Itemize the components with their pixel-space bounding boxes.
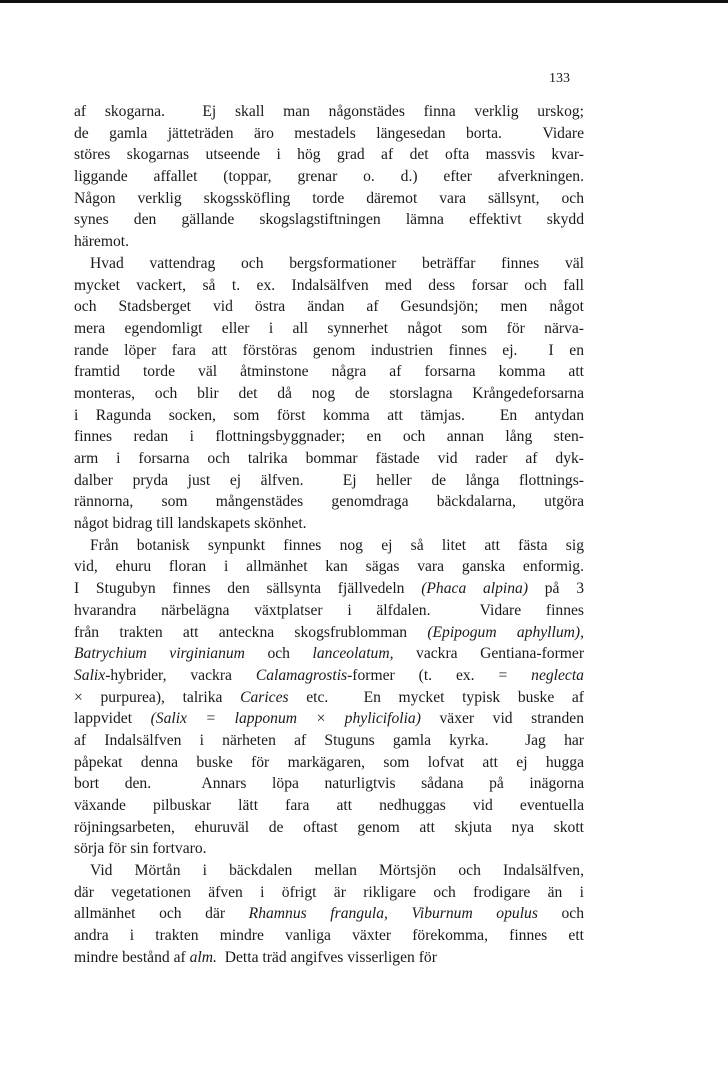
text-run: mycket vackert, så t. ex. Indalsälfven med dess forsar och fall [74, 276, 584, 294]
text-run: arm i forsarna och talrika bommar fästade vid rader af dyk- [74, 450, 584, 467]
text-run: där vegetationen äfven i öfrigt är rikligare och frodigare än i [74, 883, 584, 901]
text-run: de gamla jätteträden äro mestadels längesedan borta. Vidare [74, 124, 584, 142]
text-run: vid, ehuru floran i allmänhet kan sägas vara ganska enformig. [74, 558, 584, 576]
text-line [74, 361, 584, 383]
text-run: hvarandra närbelägna växtplatser i älfdalen. Vidare finnes [74, 601, 584, 619]
text-line [74, 123, 584, 145]
italic-text: Carices [240, 688, 289, 706]
italic-text: Salix [74, 666, 106, 684]
text-line [74, 947, 584, 969]
text-run: Från botanisk synpunkt finnes nog ej så litet att fästa sig [90, 536, 584, 554]
text-line [74, 426, 584, 448]
text-run: synes den gällande skogslagstiftningen lämna effektivt skydd [74, 211, 584, 229]
italic-text: lanceolatum, [312, 645, 394, 663]
paragraph [74, 860, 584, 968]
italic-text: neglecta [531, 666, 584, 684]
paragraph [74, 253, 584, 535]
text-line [74, 253, 584, 275]
text-line [74, 882, 584, 904]
text-line [74, 166, 584, 188]
text-run: af skogarna. Ej skall man någonstädes finna verklig urskog; [74, 103, 584, 120]
text-line [74, 687, 584, 709]
text-run: × purpurea), talrika [74, 688, 241, 706]
text-run: mera egendomligt eller i all synnerhet något som för närva- [74, 319, 584, 337]
text-run: monteras, och blir det då nog de storslagna Krångedeforsarna [74, 384, 584, 402]
text-run: lappvidet [74, 710, 151, 728]
text-run: röjningsarbeten, ehuruväl de oftast genom att skjuta nya skott [74, 818, 584, 836]
text-run: från trakten att anteckna skogsfrublomman [74, 623, 428, 641]
text-line [74, 275, 584, 297]
text-line [74, 665, 584, 687]
text-run: I Stugubyn finnes den sällsynta fjällvedeln [74, 580, 422, 598]
text-line [74, 231, 584, 253]
text-run: störes skogarnas utseende i hög grad af det ofta massvis kvar- [74, 146, 584, 164]
text-line [74, 795, 584, 817]
text-line [74, 383, 584, 405]
text-line [74, 773, 584, 795]
text-line [74, 708, 584, 730]
text-run: vackra Gentiana-former [393, 645, 585, 663]
text-line [74, 101, 584, 123]
text-run: Hvad vattendrag och bergsformationer beträffar finnes väl [90, 254, 584, 272]
text-run: växande pilbuskar lätt fara att nedhuggas vid eventuella [74, 797, 584, 814]
text-run: växer vid stranden [420, 710, 584, 728]
text-line [74, 817, 584, 839]
text-run: af Indalsälfven i närheten af Stuguns gamla kyrka. Jag har [74, 731, 584, 749]
text-line [74, 578, 584, 600]
text-run: liggande affallet (toppar, grenar o. d.) efter afverkningen. [74, 168, 584, 186]
text-run: rännorna, som mångenstädes genomdraga bäckdalarna, utgöra [74, 493, 584, 511]
text-line [74, 318, 584, 340]
text-run: mindre bestånd af [74, 948, 190, 966]
italic-text: Calamagrostis [255, 666, 348, 684]
text-run: andra i trakten mindre vanliga växter förekomma, finnes ett [74, 927, 584, 945]
text-run: dalber pryda just ej älfven. Ej heller de långa flottnings- [74, 471, 584, 489]
italic-text: alm. [189, 948, 217, 966]
text-run: sörja för sin fortvaro. [74, 840, 207, 858]
italic-text: Batrychium virginianum [74, 645, 245, 663]
text-run: och [244, 645, 313, 663]
text-run: finnes redan i flottningsbyggnader; en och annan lång sten- [74, 428, 584, 446]
text-line [74, 643, 584, 665]
paragraph [74, 535, 584, 860]
text-line [74, 860, 584, 882]
text-run: och Stadsberget vid östra ändan af Gesundsjön; men något [74, 298, 584, 316]
page-top-edge [0, 0, 728, 3]
text-line [74, 513, 584, 535]
text-run: på 3 [528, 580, 584, 598]
text-run: bort den. Annars löpa naturligtvis sådana på inägorna [74, 775, 584, 793]
text-line [74, 535, 584, 557]
italic-text: (Salix = lapponum × phylicifolia) [150, 710, 421, 728]
text-line [74, 491, 584, 513]
italic-text: Rhamnus frangula, Viburnum opulus [248, 905, 538, 923]
text-line [74, 752, 584, 774]
text-run: i Ragunda socken, som först komma att tämjas. En antydan [74, 406, 584, 424]
text-run: Detta träd angifves visserligen för [216, 948, 437, 966]
text-run: allmänhet och där [74, 905, 249, 923]
text-line [74, 556, 584, 578]
text-line [74, 188, 584, 210]
text-run: framtid torde väl åtminstone några af forsarna komma att [74, 363, 584, 381]
page-number: 133 [549, 71, 570, 86]
text-line [74, 405, 584, 427]
text-run: etc. En mycket typisk buske af [288, 688, 584, 706]
text-line [74, 600, 584, 622]
text-run: Någon verklig skogssköfling torde däremot vara sällsynt, och [74, 189, 584, 207]
text-line [74, 622, 584, 644]
body-text [74, 101, 584, 969]
text-line [74, 340, 584, 362]
text-line [74, 730, 584, 752]
text-line [74, 470, 584, 492]
text-run: häremot. [74, 233, 129, 251]
text-line [74, 448, 584, 470]
text-run: något bidrag till landskapets skönhet. [74, 515, 307, 533]
text-line [74, 296, 584, 318]
text-run: Vid Mörtån i bäckdalen mellan Mörtsjön och Indalsälfven, [90, 862, 584, 880]
text-run: och [537, 905, 584, 923]
text-run: rande löper fara att förstöras genom industrien finnes ej. I en [74, 341, 584, 359]
text-line [74, 209, 584, 231]
text-line [74, 838, 584, 860]
text-line [74, 144, 584, 166]
italic-text: (Epipogum aphyllum), [427, 623, 584, 641]
italic-text: (Phaca alpina) [421, 580, 529, 598]
text-line [74, 925, 584, 947]
text-run: påpekat denna buske för markägaren, som lofvat att ej hugga [74, 753, 584, 771]
text-line [74, 903, 584, 925]
paragraph [74, 101, 584, 253]
text-run: -former (t. ex. = [347, 666, 532, 684]
text-run: -hybrider, vackra [105, 666, 256, 684]
